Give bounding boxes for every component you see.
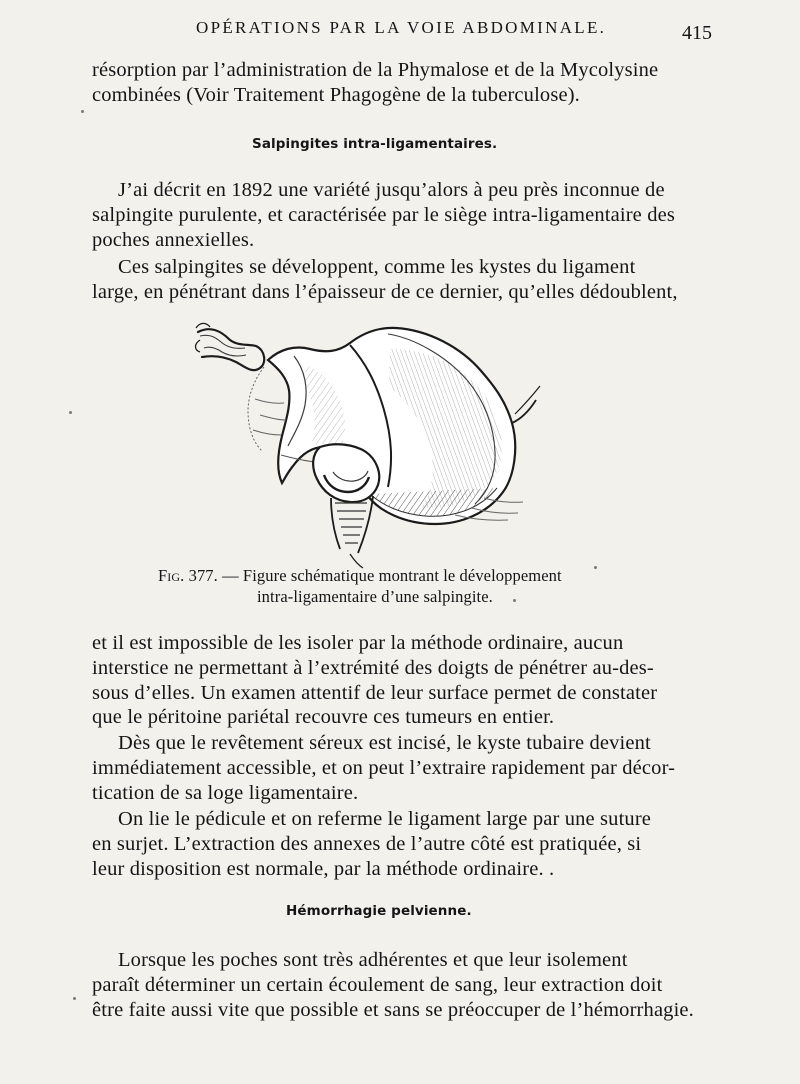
page-number: 415 [682,22,712,44]
suture-paragraph-line-1: On lie le pédicule et on referme le ligament large par une suture [118,808,652,830]
figure-caption-text-line-1: — Figure schématique montrant le développement [222,566,562,585]
section-title-hemorrhagie: Hémorrhagie pelvienne. [286,903,472,919]
paper-speck [81,110,84,113]
running-title: OPÉRATIONS PAR LA VOIE ABDOMINALE. [196,18,607,37]
suture-paragraph-line-2: en surjet. L’extraction des annexes de l’autre côté est pratiquée, si [92,833,642,855]
hemorrhagie-paragraph-line-2: paraît déterminer un certain écoulement de sang, leur extraction doit [92,974,663,996]
figure-caption-line-2: intra-ligamentaire d’une salpingite. [257,587,493,606]
continued-paragraph-line-2: interstice ne permettant à l’extrémité des doigts de pénétrer au-des- [92,657,654,679]
figure-label: Fig. 377. [158,566,218,585]
continued-paragraph-line-4: que le péritoine pariétal recouvre ces tumeurs en entier. [92,706,555,728]
section-title-salpingites: Salpingites intra-ligamentaires. [252,136,498,152]
figure-caption-line-1 [158,566,562,586]
paper-speck [594,566,597,569]
running-head [92,18,712,46]
decortication-paragraph-line-1: Dès que le revêtement séreux est incisé, le kyste tubaire devient [118,732,651,754]
hemorrhagie-paragraph-line-1: Lorsque les poches sont très adhérentes et que leur isolement [118,949,628,971]
paper-speck [73,997,76,1000]
hemorrhagie-paragraph-line-3: être faite aussi vite que possible et sans se préoccuper de l’hémorrhagie. [92,999,694,1021]
salpingites-paragraph-1-line-1: J’ai décrit en 1892 une variété jusqu’alors à peu près inconnue de [118,179,665,201]
paper-speck [69,411,72,414]
continued-paragraph-line-3: sous d’elles. Un examen attentif de leur surface permet de constater [92,682,658,704]
salpingites-paragraph-2-line-2: large, en pénétrant dans l’épaisseur de ce dernier, qu’elles dédoublent, [92,281,678,303]
decortication-paragraph-line-3: tication de sa loge ligamentaire. [92,782,359,804]
top-paragraph-line-1: résorption par l’administration de la Phymalose et de la Mycolysine [92,59,659,81]
suture-paragraph-line-3: leur disposition est normale, par la méthode ordinaire. . [92,858,555,880]
continued-paragraph-line-1: et il est impossible de les isoler par la méthode ordinaire, aucun [92,632,624,654]
decortication-paragraph-line-2: immédiatement accessible, et on peut l’extraire rapidement par décor- [92,757,676,779]
salpingitis-diagram-icon [190,310,550,570]
salpingites-paragraph-1-line-3: poches annexielles. [92,229,255,251]
salpingites-paragraph-2-line-1: Ces salpingites se développent, comme les kystes du ligament [118,256,636,278]
figure-377-illustration [190,310,550,570]
top-paragraph-line-2: combinées (Voir Traitement Phagogène de la tuberculose). [92,84,580,106]
paper-speck [513,599,516,602]
salpingites-paragraph-1-line-2: salpingite purulente, et caractérisée par le siège intra-ligamentaire des [92,204,675,226]
